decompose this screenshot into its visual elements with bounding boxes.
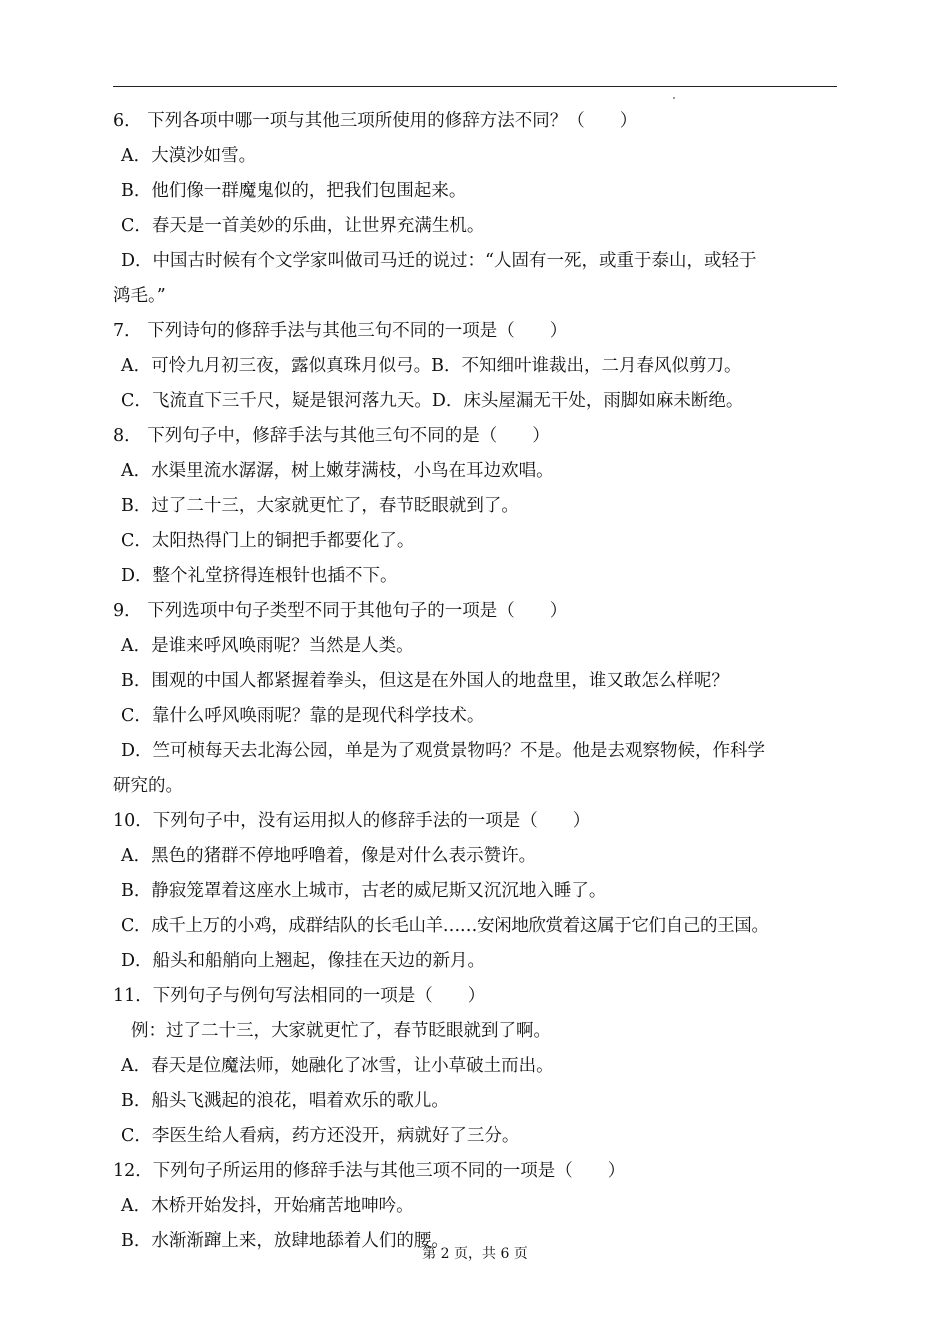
option-c: C．成千上万的小鸡，成群结队的长毛山羊……安闲地欣赏着这属于它们自己的王国。 bbox=[121, 916, 769, 936]
option-a: A．是谁来呼风唤雨呢？当然是人类。 bbox=[121, 636, 414, 656]
option-d: D．整个礼堂挤得连根针也插不下。 bbox=[121, 566, 398, 586]
option-b: B．他们像一群魔鬼似的，把我们包围起来。 bbox=[121, 181, 467, 201]
option-b: B．围观的中国人都紧握着拳头，但这是在外国人的地盘里，谁又敢怎么样呢？ bbox=[121, 671, 729, 691]
option-d: D．中国古时候有个文学家叫做司马迁的说过：“人固有一死，或重于泰山，或轻于 bbox=[121, 251, 757, 271]
option-c: C．靠什么呼风唤雨呢？靠的是现代科学技术。 bbox=[121, 706, 485, 726]
question-stem: 6． 下列各项中哪一项与其他三项所使用的修辞方法不同？（ ） bbox=[113, 111, 638, 131]
question-9 bbox=[113, 594, 839, 804]
option-a: A．水渠里流水潺潺，树上嫩芽满枝，小鸟在耳边欢唱。 bbox=[121, 461, 554, 481]
question-list bbox=[113, 104, 839, 1259]
option-a: A．春天是位魔法师，她融化了冰雪，让小草破土而出。 bbox=[121, 1056, 554, 1076]
question-stem: 10．下列句子中，没有运用拟人的修辞手法的一项是（ ） bbox=[113, 811, 591, 831]
question-stem: 8． 下列句子中，修辞手法与其他三句不同的是（ ） bbox=[113, 426, 550, 446]
option-a: A．大漠沙如雪。 bbox=[121, 146, 257, 166]
question-7 bbox=[113, 314, 839, 419]
option-c: C．李医生给人看病，药方还没开，病就好了三分。 bbox=[121, 1126, 520, 1146]
question-8 bbox=[113, 419, 839, 594]
question-stem: 11．下列句子与例句写法相同的一项是（ ） bbox=[113, 986, 486, 1006]
option-b: B．船头飞溅起的浪花，唱着欢乐的歌儿。 bbox=[121, 1091, 449, 1111]
option-a: A．黑色的猪群不停地呼噜着，像是对什么表示赞许。 bbox=[121, 846, 537, 866]
option-b: B．水渐渐蹿上来，放肆地舔着人们的腰。 bbox=[121, 1231, 449, 1251]
question-stem: 9． 下列选项中句子类型不同于其他句子的一项是（ ） bbox=[113, 601, 568, 621]
option-d-continued: 鸿毛。” bbox=[113, 286, 166, 306]
option-a-b: A．可怜九月初三夜，露似真珠月似弓。B．不知细叶谁裁出，二月春风似剪刀。 bbox=[121, 356, 742, 376]
option-c: C．太阳热得门上的铜把手都要化了。 bbox=[121, 531, 415, 551]
question-10 bbox=[113, 804, 839, 979]
question-stem: 7． 下列诗句的修辞手法与其他三句不同的一项是（ ） bbox=[113, 321, 568, 341]
option-a: A．木桥开始发抖，开始痛苦地呻吟。 bbox=[121, 1196, 414, 1216]
question-6 bbox=[113, 104, 839, 314]
option-b: B．过了二十三，大家就更忙了，春节眨眼就到了。 bbox=[121, 496, 519, 516]
option-d: D．船头和船艄向上翘起，像挂在天边的新月。 bbox=[121, 951, 486, 971]
page-number-footer: 第 2 页，共 6 页 bbox=[422, 1246, 528, 1262]
header-mark bbox=[673, 97, 675, 99]
header-rule bbox=[113, 86, 837, 87]
option-d-continued: 研究的。 bbox=[113, 776, 183, 796]
option-b: B．静寂笼罩着这座水上城市，古老的威尼斯又沉沉地入睡了。 bbox=[121, 881, 607, 901]
option-c: C．春天是一首美妙的乐曲，让世界充满生机。 bbox=[121, 216, 485, 236]
option-c-d: C．飞流直下三千尺，疑是银河落九天。D．床头屋漏无干处，雨脚如麻未断绝。 bbox=[121, 391, 744, 411]
question-11 bbox=[113, 979, 839, 1154]
option-d: D．竺可桢每天去北海公园，单是为了观赏景物吗？不是。他是去观察物候，作科学 bbox=[121, 741, 766, 761]
example-sentence: 例：过了二十三，大家就更忙了，春节眨眼就到了啊。 bbox=[131, 1021, 551, 1041]
question-stem: 12．下列句子所运用的修辞手法与其他三项不同的一项是（ ） bbox=[113, 1161, 626, 1181]
